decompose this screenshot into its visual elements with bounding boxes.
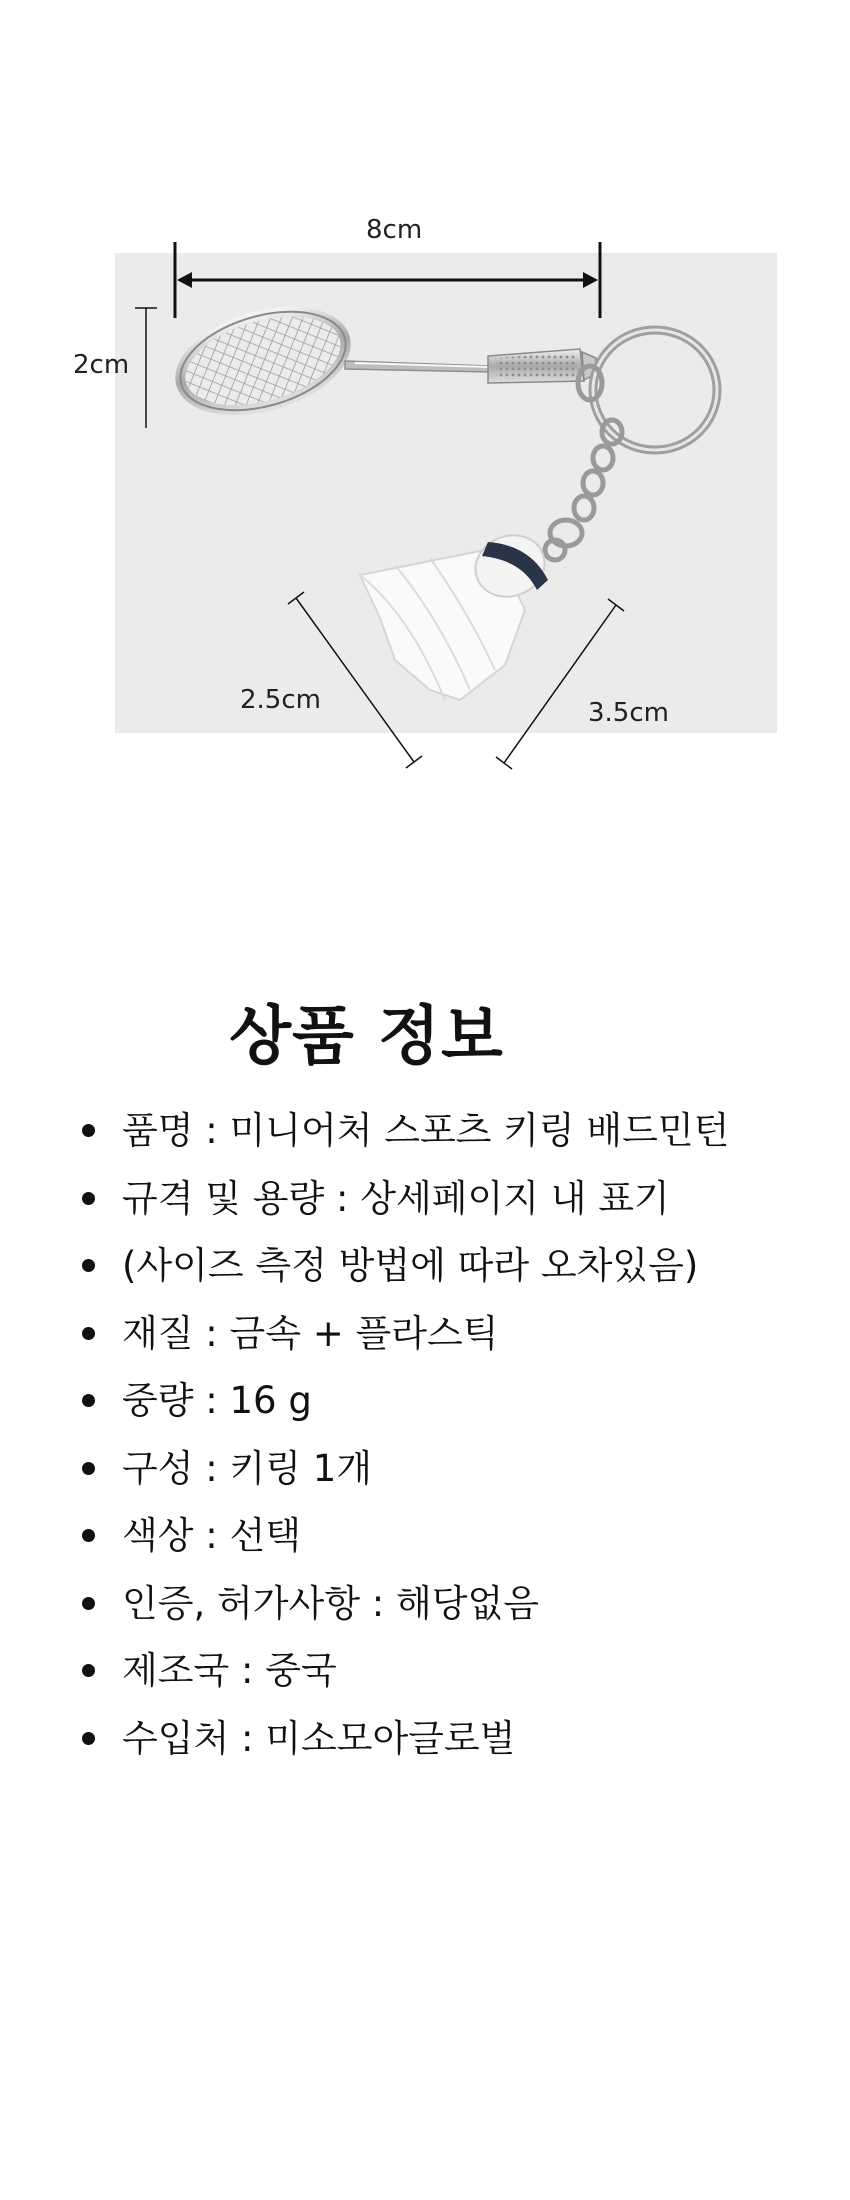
product-info-list bbox=[80, 1097, 820, 1772]
bullet-icon bbox=[82, 1124, 95, 1137]
bullet-icon bbox=[82, 1259, 95, 1272]
product-photo bbox=[0, 0, 850, 820]
info-item-material bbox=[80, 1300, 820, 1368]
bullet-icon bbox=[82, 1732, 95, 1745]
info-item-text: 수입처 : 미소모아글로벌 bbox=[122, 1716, 516, 1760]
section-title: 상품 정보 bbox=[229, 1000, 504, 1074]
info-item-text: 재질 : 금속 + 플라스틱 bbox=[122, 1311, 499, 1355]
info-item-certification bbox=[80, 1570, 820, 1638]
info-item-importer bbox=[80, 1705, 820, 1773]
info-item-text: 중량 : 16 g bbox=[122, 1379, 312, 1422]
bullet-icon bbox=[82, 1529, 95, 1542]
bullet-icon bbox=[82, 1394, 95, 1407]
info-item-text: 인증, 허가사항 : 해당없음 bbox=[122, 1581, 539, 1625]
info-item-components bbox=[80, 1435, 820, 1503]
dimension-label-shuttle-left: 2.5cm bbox=[240, 685, 321, 715]
badminton-keyring-illustration bbox=[0, 0, 850, 820]
info-item-weight bbox=[80, 1367, 820, 1435]
info-item-size-note bbox=[80, 1232, 820, 1300]
info-item-text: 제조국 : 중국 bbox=[122, 1649, 337, 1692]
info-item-size bbox=[80, 1165, 820, 1233]
info-item-text: 구성 : 키링 1개 bbox=[122, 1446, 372, 1490]
dimension-label-shuttle-right: 3.5cm bbox=[588, 698, 669, 728]
dimension-label-height: 2cm bbox=[73, 350, 130, 380]
dimension-lines bbox=[135, 242, 624, 769]
dimension-label-length: 8cm bbox=[366, 215, 423, 245]
info-item-text: (사이즈 측정 방법에 따라 오차있음) bbox=[122, 1244, 699, 1287]
bullet-icon bbox=[82, 1664, 95, 1677]
info-item-product-name bbox=[80, 1097, 820, 1165]
info-item-color bbox=[80, 1502, 820, 1570]
bullet-icon bbox=[82, 1327, 95, 1340]
info-item-text: 품명 : 미니어처 스포츠 키링 배드민턴 bbox=[122, 1109, 730, 1152]
info-item-text: 색상 : 선택 bbox=[122, 1514, 301, 1557]
bullet-icon bbox=[82, 1597, 95, 1610]
bullet-icon bbox=[82, 1462, 95, 1475]
shuttlecock bbox=[360, 526, 553, 700]
bullet-icon bbox=[82, 1192, 95, 1205]
info-item-country bbox=[80, 1637, 820, 1705]
racket bbox=[169, 294, 596, 427]
info-item-text: 규격 및 용량 : 상세페이지 내 표기 bbox=[122, 1176, 670, 1220]
